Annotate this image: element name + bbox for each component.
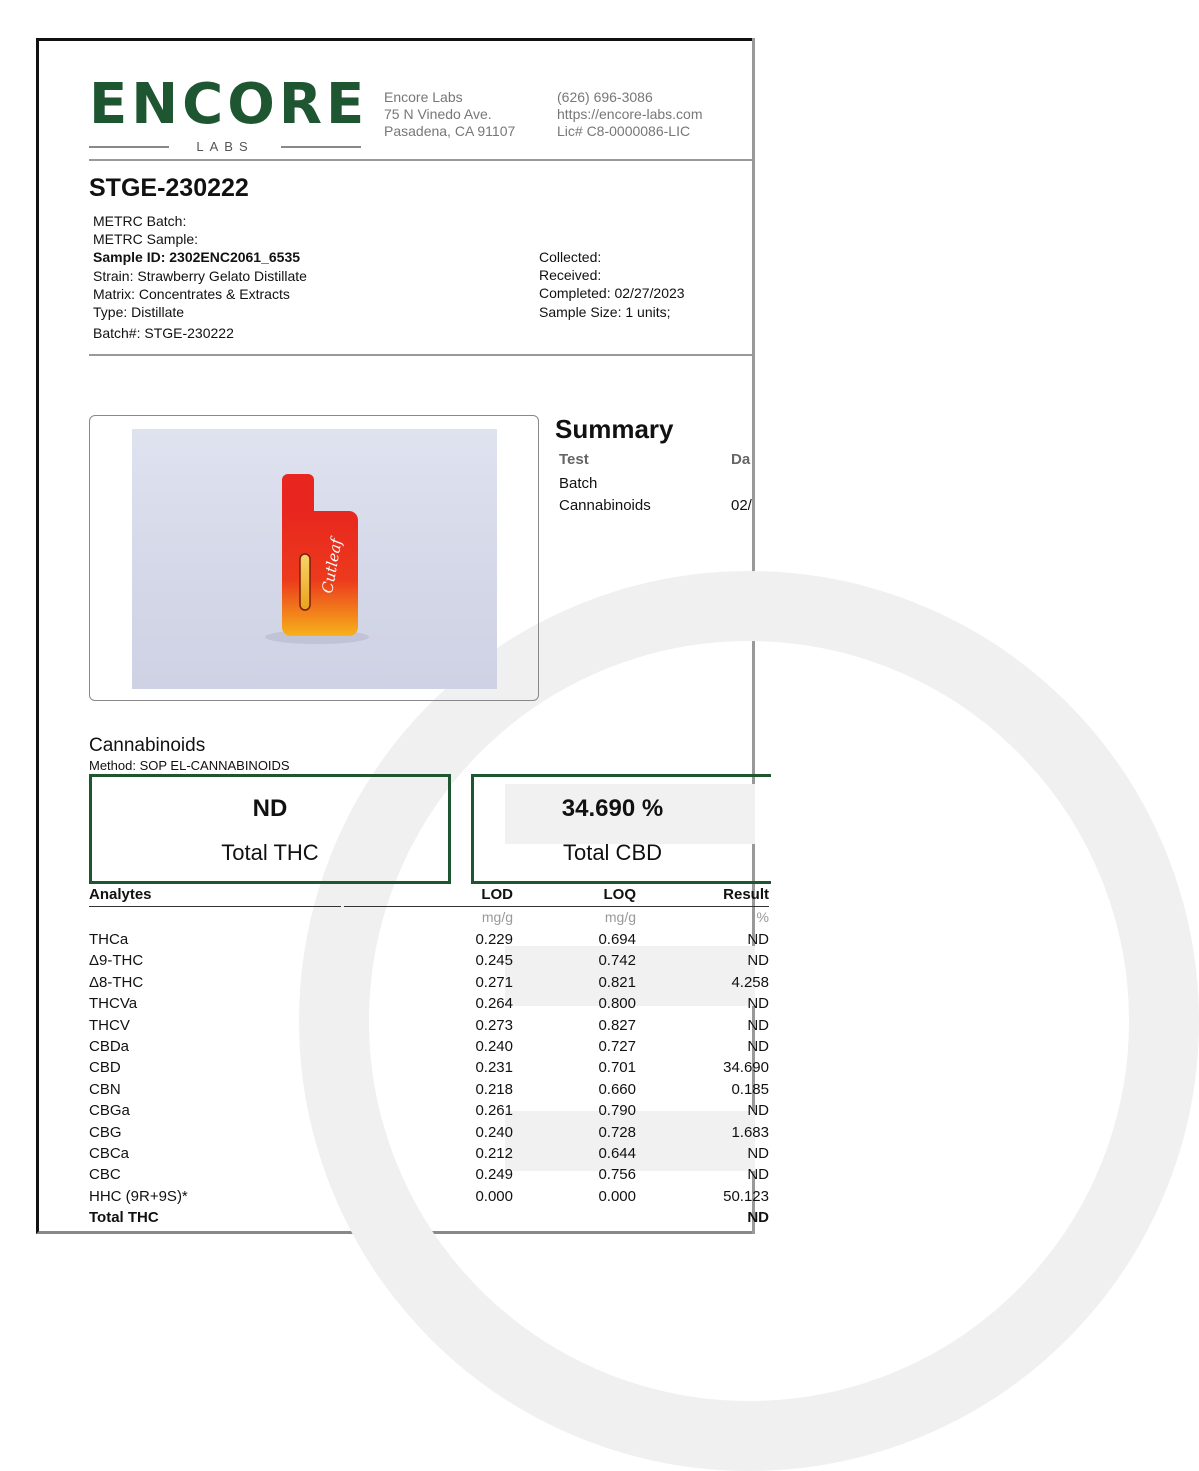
analyte-result: ND bbox=[747, 1209, 769, 1227]
unit-lod: mg/g bbox=[481, 909, 513, 925]
summary-test: Cannabinoids bbox=[559, 497, 651, 514]
completed: Completed: 02/27/2023 bbox=[539, 285, 685, 302]
table-row bbox=[89, 1166, 769, 1187]
batch-number: Batch#: STGE-230222 bbox=[93, 325, 234, 342]
header-underline bbox=[344, 906, 769, 907]
analyte-lod: 0.261 bbox=[475, 1102, 513, 1120]
analyte-lod: 0.271 bbox=[475, 973, 513, 991]
sample-id: Sample ID: 2302ENC2061_6535 bbox=[93, 249, 301, 266]
summary-col-test: Test bbox=[559, 451, 589, 468]
table-row bbox=[89, 974, 769, 995]
table-row bbox=[89, 1188, 769, 1209]
contact-license: Lic# C8-0000086-LIC bbox=[557, 123, 691, 139]
received: Received: bbox=[539, 267, 602, 284]
table-row bbox=[89, 1124, 769, 1145]
analyte-result: 1.683 bbox=[731, 1123, 769, 1141]
analyte-loq: 0.727 bbox=[598, 1038, 636, 1055]
matrix: Matrix: Concentrates & Extracts bbox=[93, 285, 290, 302]
analytes-table-header bbox=[89, 886, 769, 908]
analyte-result: ND bbox=[747, 1038, 769, 1055]
encore-labs-logo bbox=[89, 72, 369, 154]
analyte-result: ND bbox=[747, 1166, 769, 1184]
summary-title: Summary bbox=[555, 414, 674, 444]
table-row bbox=[89, 1017, 769, 1038]
analyte-result: 0.185 bbox=[731, 1080, 769, 1098]
header-result: Result bbox=[723, 886, 769, 903]
analyte-lod: 0.229 bbox=[475, 931, 513, 948]
analyte-lod: 0.240 bbox=[475, 1123, 513, 1141]
header-divider bbox=[89, 159, 752, 161]
analyte-loq: 0.790 bbox=[598, 1102, 636, 1120]
analyte-loq: 0.660 bbox=[598, 1080, 636, 1098]
analyte-name: CBCa bbox=[89, 1145, 130, 1162]
contact-website: https://encore-labs.com bbox=[557, 106, 703, 122]
analyte-name: THCa bbox=[89, 931, 129, 948]
analyte-name: Δ9-THC bbox=[89, 952, 144, 970]
table-row bbox=[89, 1102, 769, 1123]
analyte-loq: 0.800 bbox=[598, 995, 636, 1013]
analyte-result: ND bbox=[747, 1016, 769, 1034]
sample-size: Sample Size: 1 units; bbox=[539, 303, 671, 320]
collected: Collected: bbox=[539, 249, 602, 265]
analyte-loq: 0.827 bbox=[598, 1016, 636, 1034]
table-row bbox=[89, 952, 769, 973]
analyte-name: THCVa bbox=[89, 995, 138, 1013]
table-row bbox=[89, 1038, 769, 1059]
summary-date: 02/ bbox=[731, 497, 752, 514]
analyte-loq: 0.728 bbox=[598, 1123, 636, 1141]
summary-header bbox=[559, 451, 751, 468]
summary-row bbox=[559, 475, 597, 492]
analyte-result: 50.123 bbox=[723, 1187, 769, 1205]
strain: Strain: Strawberry Gelato Distillate bbox=[93, 267, 307, 284]
contact-phone: (626) 696-3086 bbox=[557, 89, 653, 105]
analyte-lod: 0.218 bbox=[475, 1080, 513, 1098]
logo-labs-text: LABS bbox=[196, 139, 254, 154]
analyte-lod: 0.245 bbox=[475, 952, 513, 970]
analyte-name: CBN bbox=[89, 1080, 121, 1098]
analyte-result: ND bbox=[747, 931, 769, 948]
analyte-lod: 0.212 bbox=[475, 1145, 513, 1162]
analyte-loq: 0.000 bbox=[598, 1187, 636, 1205]
product-photo bbox=[132, 429, 497, 689]
metrc-sample: METRC Sample: bbox=[93, 231, 199, 248]
lab-address bbox=[384, 89, 515, 140]
analyte-name: THCV bbox=[89, 1016, 130, 1034]
metrc-batch: METRC Batch: bbox=[93, 213, 187, 229]
table-row bbox=[89, 1081, 769, 1102]
analyte-loq: 0.644 bbox=[598, 1145, 636, 1162]
analyte-result: ND bbox=[747, 952, 769, 970]
sample-meta-right bbox=[539, 248, 685, 321]
analyte-result: 4.258 bbox=[731, 973, 769, 991]
cannabinoids-method: Method: SOP EL-CANNABINOIDS bbox=[89, 758, 290, 773]
address-line: Pasadena, CA 91107 bbox=[384, 123, 516, 139]
product-image-frame bbox=[89, 415, 539, 701]
logo-wordmark: ENCORE bbox=[89, 72, 369, 137]
analyte-lod: 0.240 bbox=[475, 1038, 513, 1055]
analyte-name: CBGa bbox=[89, 1102, 130, 1120]
summary-row bbox=[559, 497, 752, 514]
analyte-lod: 0.000 bbox=[475, 1187, 513, 1205]
kpi-label: Total THC bbox=[221, 840, 319, 865]
analyte-loq: 0.821 bbox=[598, 973, 636, 991]
kpi-value: 34.690 % bbox=[561, 795, 664, 822]
analyte-result: ND bbox=[747, 995, 769, 1013]
lab-contact bbox=[557, 89, 703, 140]
header-analytes: Analytes bbox=[89, 886, 152, 903]
analyte-loq: 0.694 bbox=[598, 931, 636, 948]
analyte-lod: 0.273 bbox=[475, 1016, 513, 1034]
analyte-name: CBC bbox=[89, 1166, 121, 1184]
cannabinoids-title: Cannabinoids bbox=[89, 735, 206, 756]
analyte-name: CBG bbox=[89, 1123, 122, 1141]
analyte-name: CBDa bbox=[89, 1038, 130, 1055]
analyte-result: ND bbox=[747, 1102, 769, 1120]
table-row bbox=[89, 995, 769, 1016]
logo-line-right bbox=[281, 146, 361, 148]
address-line: 75 N Vinedo Ave. bbox=[384, 106, 492, 122]
analyte-result: 34.690 bbox=[723, 1059, 769, 1077]
analyte-name: Total THC bbox=[89, 1209, 159, 1227]
analyte-name: Δ8-THC bbox=[89, 973, 144, 991]
kpi-value: ND bbox=[252, 795, 288, 822]
analyte-result: ND bbox=[747, 1145, 769, 1162]
table-row bbox=[89, 1145, 769, 1166]
table-row bbox=[89, 1059, 769, 1080]
total-row bbox=[89, 1209, 769, 1230]
address-line: Encore Labs bbox=[384, 89, 463, 105]
sample-meta-left bbox=[93, 212, 307, 342]
header-lod: LOD bbox=[481, 886, 513, 903]
coa-page bbox=[36, 38, 769, 1234]
analyte-loq: 0.701 bbox=[598, 1059, 636, 1077]
analyte-lod: 0.231 bbox=[475, 1059, 513, 1077]
kpi-label: Total CBD bbox=[562, 840, 663, 865]
product-brand-script: Cutleaf bbox=[318, 537, 346, 595]
header-underline bbox=[89, 906, 341, 907]
analyte-name: CBD bbox=[89, 1059, 121, 1077]
analyte-name: HHC (9R+9S)* bbox=[89, 1187, 188, 1205]
analyte-lod: 0.249 bbox=[475, 1166, 513, 1184]
vape-device-illustration bbox=[132, 429, 497, 689]
unit-result: % bbox=[756, 909, 769, 925]
meta-divider bbox=[89, 354, 752, 356]
header-loq: LOQ bbox=[603, 886, 636, 903]
analyte-lod: 0.264 bbox=[475, 995, 513, 1013]
logo-subline bbox=[89, 139, 361, 155]
summary-col-date: Da bbox=[731, 451, 751, 468]
kpi-total-thc bbox=[89, 774, 451, 884]
table-row bbox=[89, 931, 769, 952]
summary-test: Batch bbox=[559, 475, 598, 492]
analyte-loq: 0.756 bbox=[598, 1166, 636, 1184]
unit-loq: mg/g bbox=[604, 909, 636, 925]
kpi-total-cbd bbox=[471, 774, 771, 884]
sample-type: Type: Distillate bbox=[93, 304, 185, 321]
analyte-loq: 0.742 bbox=[598, 952, 636, 970]
report-title: STGE-230222 bbox=[89, 174, 249, 202]
